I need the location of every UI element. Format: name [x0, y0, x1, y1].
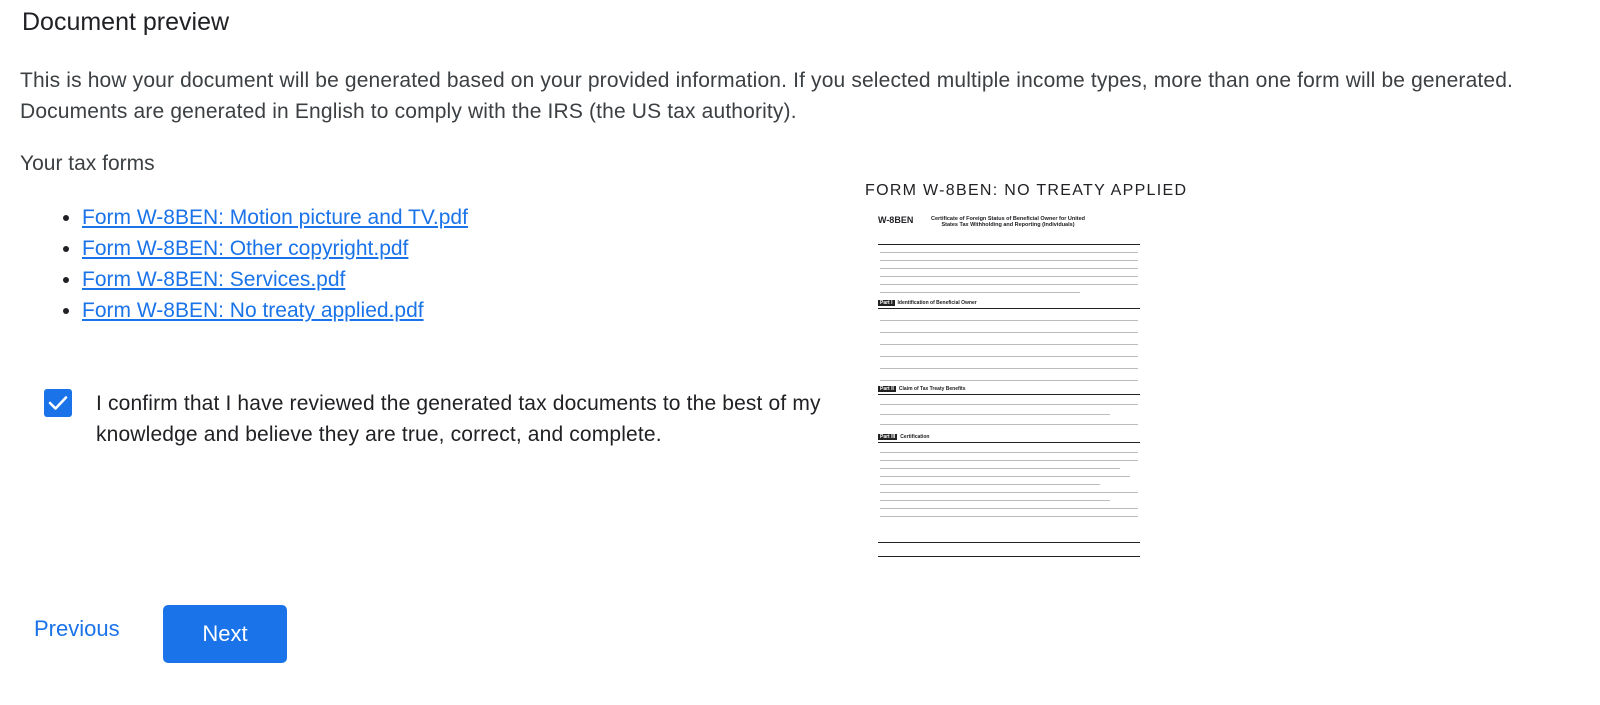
list-item [82, 264, 468, 295]
confirm-text: I confirm that I have reviewed the generated tax documents to the best of my knowledge and believe they are true, correct, and complete. [96, 392, 821, 446]
file-link-other-copyright[interactable]: Form W-8BEN: Other copyright.pdf [82, 237, 409, 260]
tax-forms-heading: Your tax forms [20, 152, 155, 175]
checkmark-icon [48, 395, 68, 411]
form-preview-image [878, 216, 1140, 572]
next-button[interactable]: Next [163, 605, 287, 663]
file-link-motion-picture[interactable]: Form W-8BEN: Motion picture and TV.pdf [82, 206, 468, 229]
list-item [82, 202, 468, 233]
page-title: Document preview [22, 8, 230, 36]
form-header-title: Certificate of Foreign Status of Beneficial Owner for United States Tax Withholding and Reporting (Individuals) [930, 216, 1086, 228]
page-description: This is how your document will be generated based on your provided information. If you selected multiple income types, more than one form will be generated. Documents are generated in English to comply with the IRS (the US tax authority). [20, 69, 1514, 123]
list-item [82, 295, 468, 326]
list-item [82, 233, 468, 264]
form-header-left [878, 216, 920, 224]
confirm-checkbox[interactable] [44, 389, 72, 417]
preview-label: FORM W-8BEN: NO TREATY APPLIED [865, 182, 1188, 199]
form-part-2: Part II Claim of Tax Treaty Benefits [880, 386, 966, 392]
form-name: W-8BEN [878, 216, 914, 225]
form-part-1: Part I Identification of Beneficial Owner [880, 300, 977, 306]
tax-forms-list [42, 202, 468, 326]
form-part-3: Part III Certification [880, 434, 930, 440]
file-link-services[interactable]: Form W-8BEN: Services.pdf [82, 268, 346, 291]
file-link-no-treaty[interactable]: Form W-8BEN: No treaty applied.pdf [82, 299, 424, 322]
previous-button[interactable]: Previous [22, 604, 132, 654]
